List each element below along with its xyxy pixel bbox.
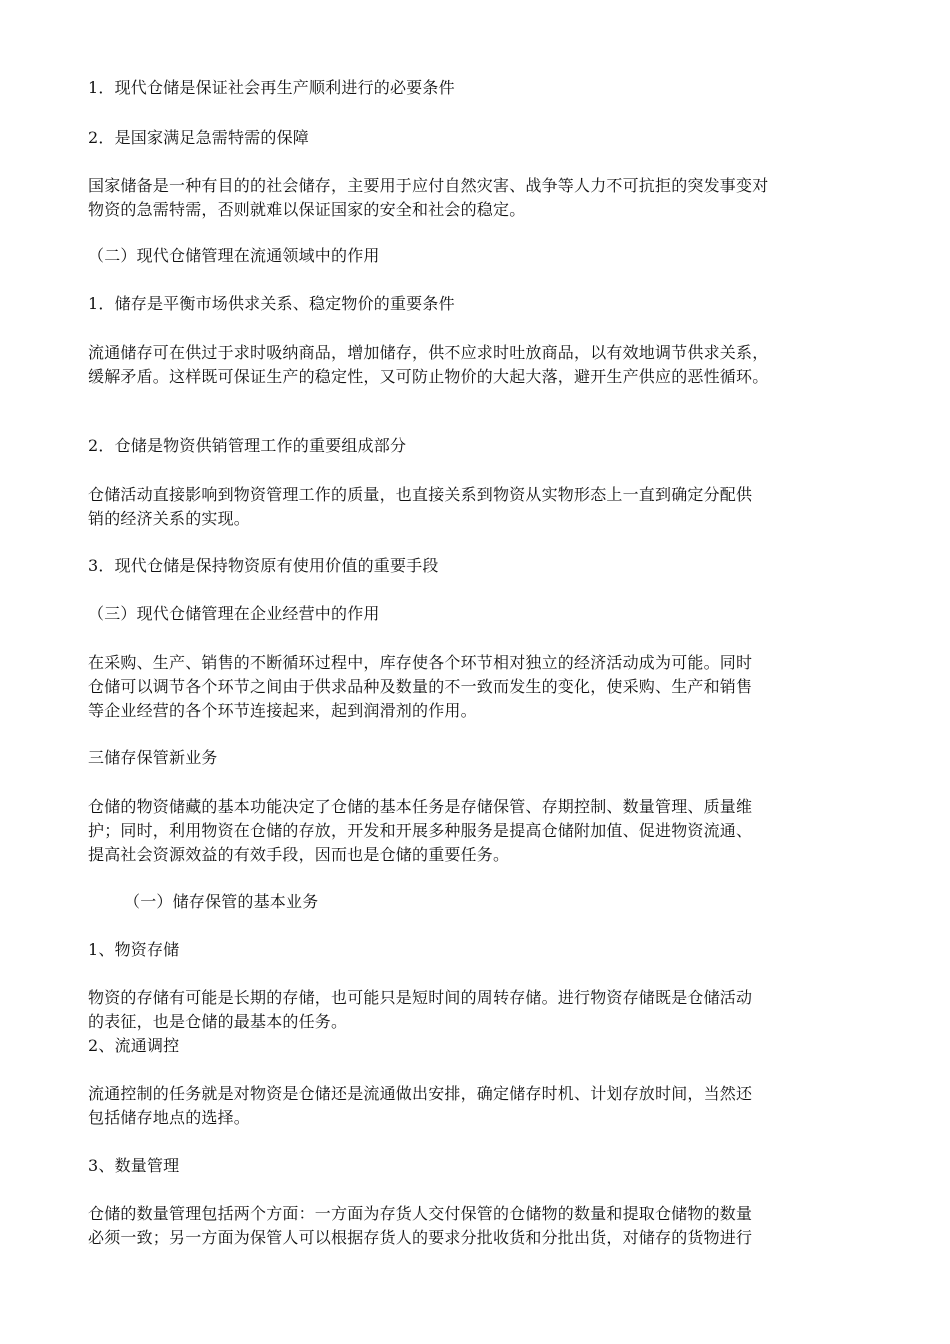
text-line: 在采购、生产、销售的不断循环过程中，库存使各个环节相对独立的经济活动成为可能。同时: [88, 653, 753, 672]
heading-1-material-storage: [88, 938, 878, 962]
section-heading-basic-business: [124, 890, 914, 914]
text-line: 等企业经营的各个环节连接起来，起到润滑剂的作用。: [88, 701, 477, 720]
text-line: （二）现代仓储管理在流通领域中的作用: [88, 246, 380, 265]
text-line: 仓储可以调节各个环节之间由于供求品种及数量的不一致而发生的变化，使采购、生产和销售: [88, 677, 753, 696]
text-line: 提高社会资源效益的有效手段，因而也是仓储的重要任务。: [88, 845, 510, 864]
paragraph-circulation-storage: [88, 341, 878, 389]
text-line: 仓储活动直接影响到物资管理工作的质量，也直接关系到物资从实物形态上一直到确定分配供: [88, 485, 753, 504]
paragraph-material-storage: [88, 986, 878, 1034]
heading-2-supply-management: [88, 434, 878, 458]
heading-1-supply-demand-balance: [88, 292, 878, 316]
heading-3-use-value: [88, 554, 878, 578]
text-line: 销的经济关系的实现。: [88, 509, 251, 528]
text-line: 仓储的物资储藏的基本功能决定了仓储的基本任务是存储保管、存期控制、数量管理、质量维: [88, 797, 753, 816]
text-line: 国家储备是一种有目的的社会储存，主要用于应付自然灾害、战争等人力不可抗拒的突发事变对: [88, 176, 769, 195]
section-heading-circulation-role: [88, 244, 878, 268]
text-line: 1．储存是平衡市场供求关系、稳定物价的重要条件: [88, 294, 455, 313]
paragraph-procurement-cycle: [88, 651, 878, 723]
text-line: 物资的急需特需，否则就难以保证国家的安全和社会的稳定。: [88, 200, 526, 219]
text-line: 2．仓储是物资供销管理工作的重要组成部分: [88, 436, 407, 455]
text-line: 3．现代仓储是保持物资原有使用价值的重要手段: [88, 556, 439, 575]
text-line: 1．现代仓储是保证社会再生产顺利进行的必要条件: [88, 78, 455, 97]
section-heading-new-business: [88, 746, 878, 770]
paragraph-storage-activity: [88, 483, 878, 531]
heading-2-circulation-control: [88, 1034, 878, 1058]
text-line: 护；同时，利用物资在仓储的存放，开发和开展多种服务是提高仓储附加值、促进物资流通、: [88, 821, 753, 840]
paragraph-quantity-management: [88, 1202, 878, 1250]
text-line: 1、物资存储: [88, 940, 180, 959]
text-line: 包括储存地点的选择。: [88, 1108, 251, 1127]
text-line: 三储存保管新业务: [88, 748, 218, 767]
section-heading-enterprise-role: [88, 602, 878, 626]
paragraph-national-reserve: [88, 174, 878, 222]
text-line: 必须一致；另一方面为保管人可以根据存货人的要求分批收货和分批出货，对储存的货物进行: [88, 1228, 753, 1247]
text-line: 的表征，也是仓储的最基本的任务。: [88, 1012, 348, 1031]
heading-1-modern-storage-condition: [88, 76, 878, 100]
text-line: 2．是国家满足急需特需的保障: [88, 128, 309, 147]
text-line: 流通控制的任务就是对物资是仓储还是流通做出安排，确定储存时机、计划存放时间，当然还: [88, 1084, 753, 1103]
paragraph-storage-tasks: [88, 795, 878, 867]
paragraph-circulation-control: [88, 1082, 878, 1130]
text-line: （一）储存保管的基本业务: [124, 892, 319, 911]
text-line: 3、数量管理: [88, 1156, 180, 1175]
text-line: 2、流通调控: [88, 1036, 180, 1055]
heading-2-national-needs: [88, 126, 878, 150]
text-line: 流通储存可在供过于求时吸纳商品，增加储存，供不应求时吐放商品，以有效地调节供求关系，: [88, 343, 769, 362]
text-line: 仓储的数量管理包括两个方面：一方面为存货人交付保管的仓储物的数量和提取仓储物的数量: [88, 1204, 753, 1223]
text-line: 缓解矛盾。这样既可保证生产的稳定性，又可防止物价的大起大落，避开生产供应的恶性循环。: [88, 367, 769, 386]
heading-3-quantity-management: [88, 1154, 878, 1178]
text-line: （三）现代仓储管理在企业经营中的作用: [88, 604, 380, 623]
text-line: 物资的存储有可能是长期的存储，也可能只是短时间的周转存储。进行物资存储既是仓储活动: [88, 988, 753, 1007]
